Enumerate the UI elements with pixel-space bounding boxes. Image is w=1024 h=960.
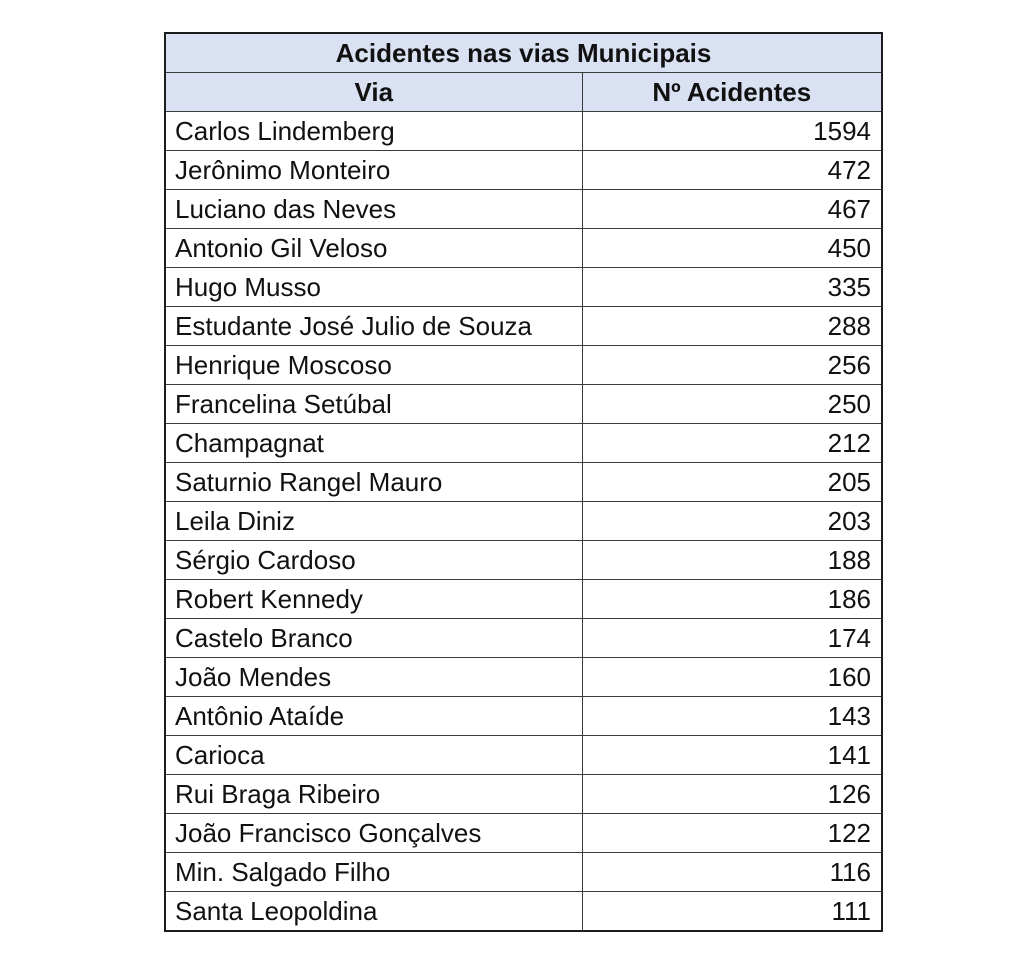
column-header-via: Via [165,73,582,112]
table-row [165,853,882,892]
cell-accidents: 288 [582,307,882,346]
cell-accidents: 126 [582,775,882,814]
cell-via: Santa Leopoldina [165,892,582,932]
cell-accidents: 143 [582,697,882,736]
column-header-accidents: Nº Acidentes [582,73,882,112]
cell-via: Sérgio Cardoso [165,541,582,580]
cell-accidents: 205 [582,463,882,502]
cell-accidents: 111 [582,892,882,932]
accidents-table-container [164,32,881,932]
cell-accidents: 1594 [582,112,882,151]
table-row [165,892,882,932]
cell-accidents: 335 [582,268,882,307]
cell-accidents: 160 [582,658,882,697]
table-row [165,658,882,697]
table-row [165,697,882,736]
cell-via: Estudante José Julio de Souza [165,307,582,346]
table-row [165,541,882,580]
table-row [165,736,882,775]
cell-via: Luciano das Neves [165,190,582,229]
cell-accidents: 186 [582,580,882,619]
table-row [165,424,882,463]
cell-accidents: 122 [582,814,882,853]
cell-via: Hugo Musso [165,268,582,307]
cell-via: João Mendes [165,658,582,697]
table-row [165,619,882,658]
table-row [165,268,882,307]
cell-accidents: 250 [582,385,882,424]
cell-via: Henrique Moscoso [165,346,582,385]
cell-via: Francelina Setúbal [165,385,582,424]
table-row [165,775,882,814]
cell-accidents: 174 [582,619,882,658]
cell-via: Saturnio Rangel Mauro [165,463,582,502]
table-row [165,385,882,424]
table-row [165,463,882,502]
accidents-table [164,32,883,932]
cell-accidents: 450 [582,229,882,268]
cell-accidents: 203 [582,502,882,541]
table-row [165,346,882,385]
cell-accidents: 188 [582,541,882,580]
cell-via: Min. Salgado Filho [165,853,582,892]
cell-accidents: 141 [582,736,882,775]
cell-via: Carlos Lindemberg [165,112,582,151]
table-row [165,190,882,229]
table-body [165,112,882,932]
cell-accidents: 472 [582,151,882,190]
cell-via: João Francisco Gonçalves [165,814,582,853]
cell-via: Jerônimo Monteiro [165,151,582,190]
cell-via: Antonio Gil Veloso [165,229,582,268]
cell-via: Robert Kennedy [165,580,582,619]
table-title-row [165,33,882,73]
table-row [165,229,882,268]
cell-accidents: 467 [582,190,882,229]
table-header-row [165,73,882,112]
table-row [165,151,882,190]
table-title: Acidentes nas vias Municipais [165,33,882,73]
cell-via: Carioca [165,736,582,775]
cell-accidents: 256 [582,346,882,385]
cell-accidents: 116 [582,853,882,892]
cell-via: Rui Braga Ribeiro [165,775,582,814]
table-row [165,814,882,853]
table-row [165,112,882,151]
cell-via: Castelo Branco [165,619,582,658]
table-row [165,502,882,541]
cell-accidents: 212 [582,424,882,463]
cell-via: Champagnat [165,424,582,463]
cell-via: Antônio Ataíde [165,697,582,736]
table-row [165,307,882,346]
cell-via: Leila Diniz [165,502,582,541]
table-row [165,580,882,619]
